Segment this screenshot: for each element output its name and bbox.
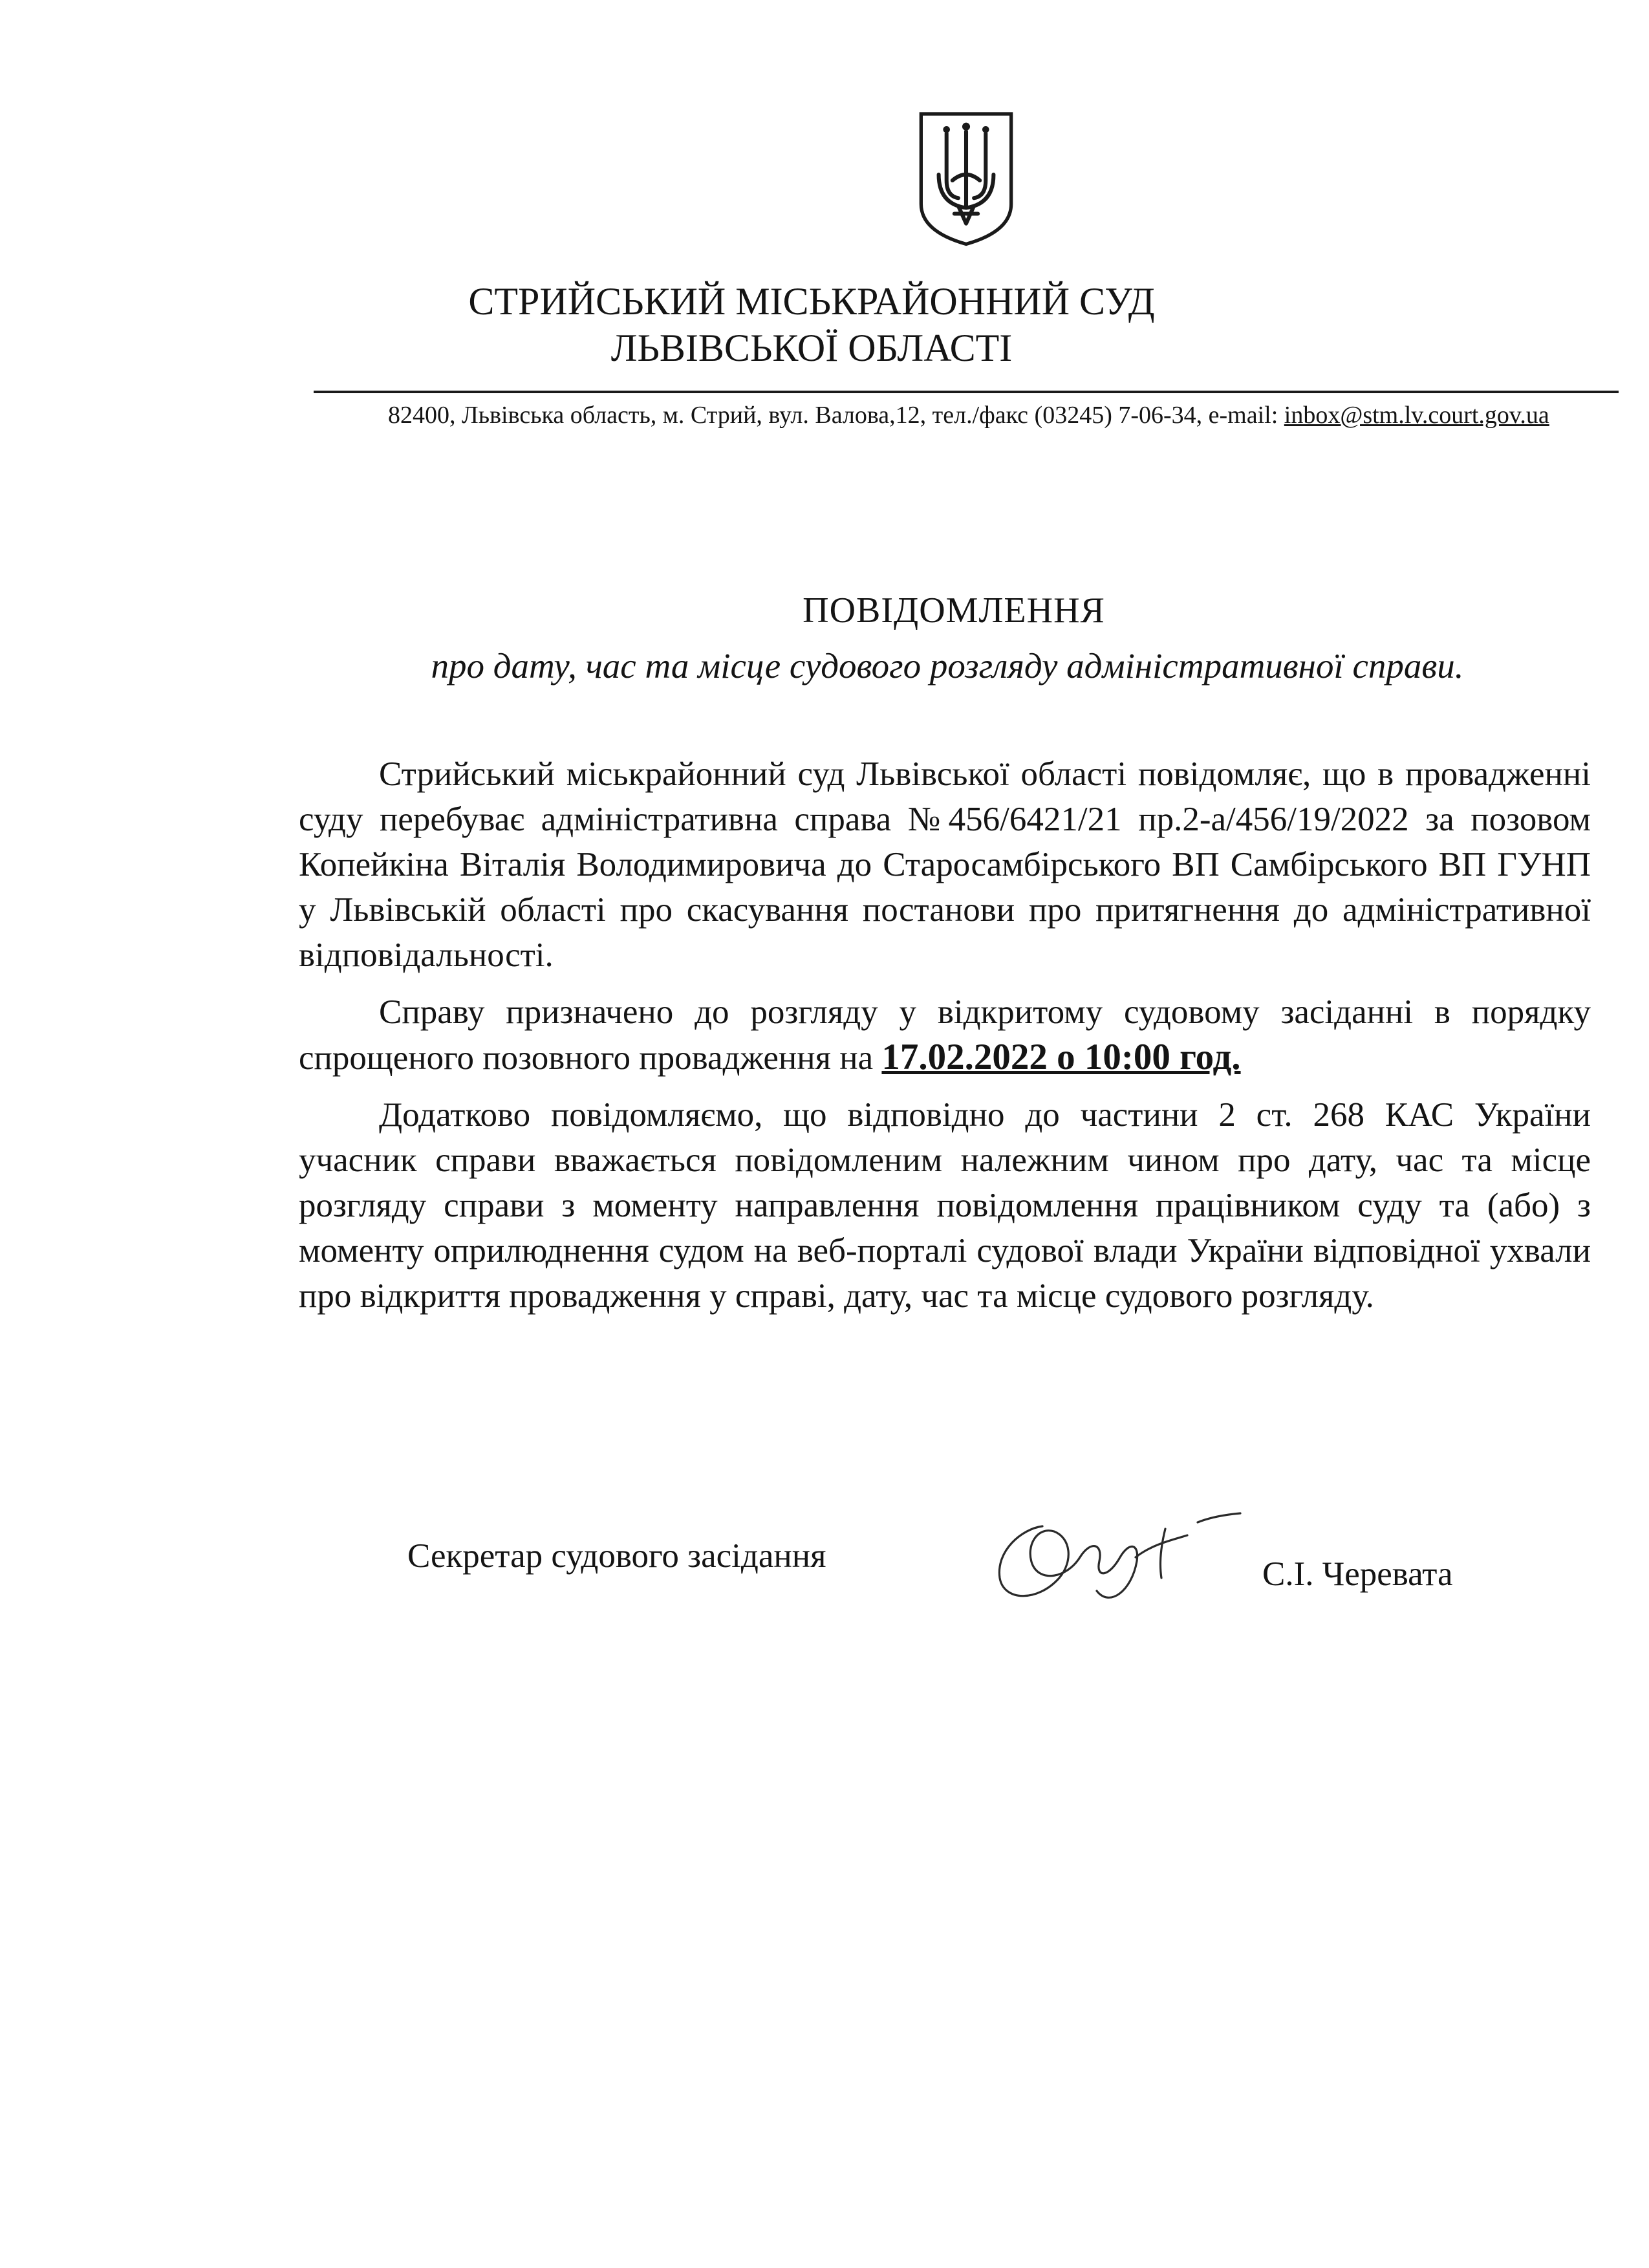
- header-divider: [314, 391, 1619, 393]
- handwritten-signature: [970, 1481, 1255, 1623]
- court-name: [310, 278, 1313, 371]
- paragraph-hearing: [299, 989, 1591, 1081]
- court-name-line-1: СТРИЙСЬКИЙ МІСЬКРАЙОННИЙ СУД: [468, 280, 1155, 323]
- email-link[interactable]: inbox@stm.lv.court.gov.ua: [1284, 402, 1549, 429]
- paragraph-case-info: Стрийський міськрайонний суд Львівської області повідомляє, що в провадженні суду перебуває адміністративна справа №456/6421/21 пр.2-а/456/19/2022 за позовом Копейкіна Віталія Володимировича до Старосамбірського ВП Самбірського ВП ГУНП у Львівській області про скасування постанови про притягнення до адміністративної відповідальності.: [299, 755, 1591, 974]
- document-title: ПОВІДОМЛЕННЯ: [803, 590, 1105, 631]
- hearing-text: Справу призначено до розгляду у відкритому судовому засіданні в порядку спрощеного позовного провадження на: [299, 993, 1591, 1077]
- notice-body: [299, 751, 1591, 1319]
- hearing-date-time: 17.02.2022 о 10:00 год.: [881, 1037, 1241, 1077]
- coat-of-arms-of-ukraine-icon: [917, 110, 1015, 247]
- address-text: 82400, Львівська область, м. Стрий, вул. Валова,12, тел./факс (03245) 7-06-34, e-mail:: [388, 402, 1278, 429]
- document-subtitle: про дату, час та місце судового розгляду адміністративної справи.: [431, 646, 1464, 686]
- signer-name: С.І. Черевата: [1262, 1555, 1453, 1593]
- court-address: [388, 401, 1549, 429]
- court-name-line-2: ЛЬВІВСЬКОЇ ОБЛАСТІ: [610, 327, 1013, 369]
- signer-title: Секретар судового засідання: [407, 1537, 826, 1575]
- paragraph-notification-rule: Додатково повідомляємо, що відповідно до частини 2 ст. 268 КАС України учасник справи вважається повідомленим належним чином про дату, час та місце розгляду справи з моменту направлення повідомлення працівником суду та (або) з моменту оприлюднення судом на веб-порталі судової влади України відповідної ухвали про відкриття провадження у справі, дату, час та місце судового розгляду.: [299, 1096, 1591, 1315]
